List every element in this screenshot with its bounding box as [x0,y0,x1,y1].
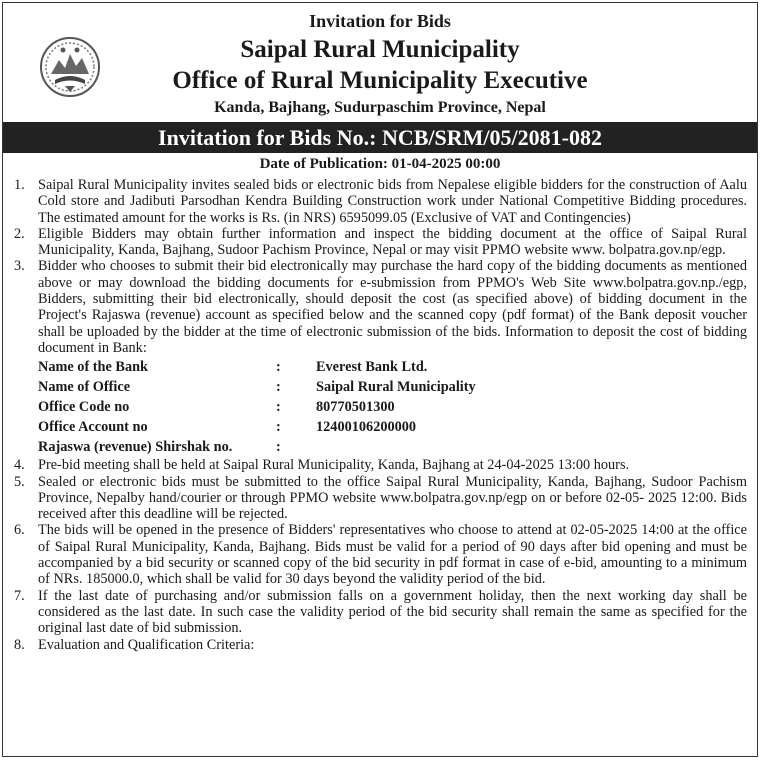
bank-details-table [38,357,476,457]
header-invitation-title: Invitation for Bids [309,11,451,31]
clause-item [11,177,747,226]
bank-row-label: Name of the Bank [38,359,149,376]
clause-text: If the last date of purchasing and/or submission falls on a government holiday, then the next working day shall be considered as the last date. In such case the validity period of the bid security shall remain the same as specified for the original last date of bid submission. [38,587,747,637]
publication-date: Date of Publication: 01-04-2025 00:00 [259,156,501,172]
clause-item [11,522,747,587]
clause-text: Bidder who chooses to submit their bid electronically may purchase the hard copy of the bidding documents as mentioned above or may download the bidding documents for e-submission from PPMO's Web Site www.bolpatra.gov.np./egp, Bidders, submitting their bid electronically, should deposit the cost (as specified above) of bidding document in the Project's Rajaswa (revenue) account as specified below and the scanned copy (pdf format) of the Bank deposit voucher shall be uploaded by the bidder at the time of electronic submission of the bids. Information to deposit the cost of bidding document in Bank: [38,258,747,356]
clause-number: 7. [14,587,25,604]
clause-number: 3. [14,258,25,275]
bank-row-separator: : [276,399,281,416]
clause-text: Evaluation and Qualification Criteria: [38,636,255,653]
office-name: Office of Rural Municipality Executive [172,67,588,94]
office-address: Kanda, Bajhang, Sudurpaschim Province, Nepal [214,99,546,116]
clause-number: 6. [14,522,25,539]
bank-row-value: 80770501300 [316,399,395,416]
bank-row-value: Everest Bank Ltd. [316,359,428,376]
bank-row [38,357,476,377]
bank-row-value: 12400106200000 [316,419,417,436]
notice-frame [2,2,758,757]
clause-text: Pre-bid meeting shall be held at Saipal Rural Municipality, Kanda, Bajhang at 24-04-2025 13:00 hours. [38,457,630,474]
clause-text: The bids will be opened in the presence of Bidders' representatives who choose to attend at 02-05-2025 14:00 at the office of Saipal Rural Municipality, Kanda, Bajhang. Bids must be valid for a period of 90 days after bid opening and must be accompanied by a bid security or scanned copy of the bid security in pdf format in case of e-bid, amounting to a minimum of NRs. 185000.0, which shall be valid for 30 days beyond the validity period of the bid. [38,522,747,588]
clause-item [11,474,747,523]
bank-row-label: Office Account no [38,419,148,436]
bank-row-separator: : [276,419,281,436]
bank-row-value [316,437,476,457]
bank-row-label: Office Code no [38,399,130,416]
bank-row-value: Saipal Rural Municipality [316,379,476,396]
bank-row [38,377,476,397]
bank-row [38,437,476,457]
clause-number: 4. [14,457,25,474]
bank-row-separator: : [276,439,281,456]
clause-number: 5. [14,473,25,490]
clause-item [11,258,747,457]
bid-number-banner: Invitation for Bids No.: NCB/SRM/05/2081-082 [3,122,757,153]
notice-body [11,177,747,653]
clause-list [11,177,747,653]
bank-row-separator: : [276,359,281,376]
clause-text: Saipal Rural Municipality invites sealed bids or electronic bids from Nepalese eligible bidders for the construction of Aalu Cold store and Jadibuti Parsodhan Kendra Building Construction work under National Competitive Bidding procedures. The estimated amount for the works is Rs. (in NRS) 6595099.05 (Exclusive of VAT and Contingencies) [38,177,747,226]
notice-header [3,3,757,121]
bank-row-label: Name of Office [38,379,131,396]
clause-item [11,226,747,259]
clause-number: 8. [14,636,25,653]
clause-text: Sealed or electronic bids must be submitted to the office Saipal Rural Municipality, Kanda, Bajhang, Sudoor Pachism Province, Nepalby hand/courier or through PPMO website www.bolpatra.gov.np/egp on or before 02-05- 2025 12:00. Bids received after this deadline will be rejected. [38,473,747,523]
clause-item [11,637,747,653]
clause-text: Eligible Bidders may obtain further information and inspect the bidding document at the office of Saipal Rural Municipality, Kanda, Bajhang, Sudoor Pachism Province, Nepal or may visit PPMO website www. bolpatra.gov.np/egp. [38,225,747,259]
municipality-name: Saipal Rural Municipality [240,36,520,63]
clause-item [11,457,747,473]
clause-number: 2. [14,225,25,242]
bank-row [38,397,476,417]
clause-item [11,588,747,637]
bank-row [38,417,476,437]
clause-number: 1. [14,177,25,193]
bank-row-label: Rajaswa (revenue) Shirshak no. [38,439,233,456]
bank-row-separator: : [276,379,281,396]
